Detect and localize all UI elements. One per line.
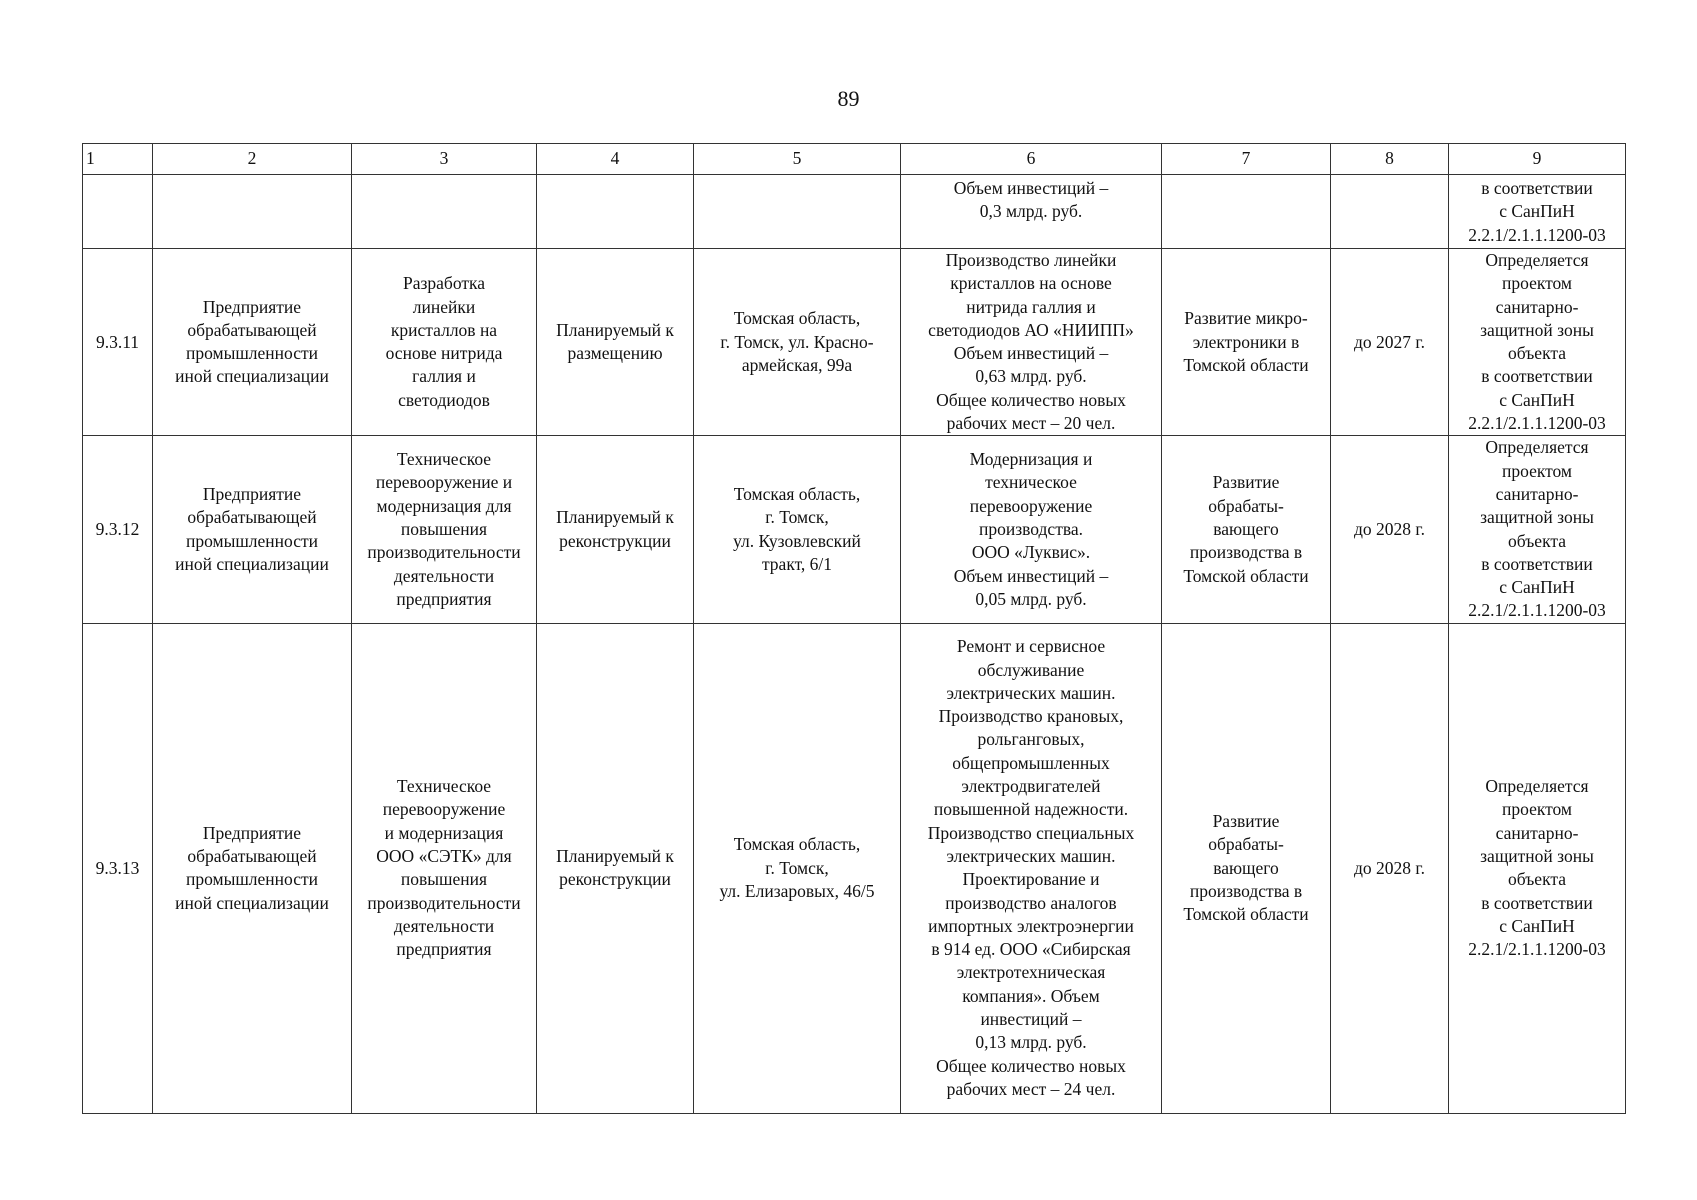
cell-object-type <box>153 175 352 249</box>
table-header-row <box>83 144 1626 175</box>
column-header-2: 2 <box>153 144 352 175</box>
cell-purpose: Развитие микро- электроники в Томской области <box>1162 249 1331 436</box>
column-header-8: 8 <box>1331 144 1449 175</box>
cell-status: Планируемый к реконструкции <box>537 436 694 623</box>
cell-deadline: до 2027 г. <box>1331 249 1449 436</box>
cell-object-type: Предприятие обрабатывающей промышленности иной специализации <box>153 623 352 1113</box>
column-header-9: 9 <box>1449 144 1626 175</box>
table-row-9-3-13 <box>83 623 1626 1113</box>
cell-object-type: Предприятие обрабатывающей промышленности иной специализации <box>153 249 352 436</box>
cell-location: Томская область, г. Томск, ул. Елизаровых, 46/5 <box>694 623 901 1113</box>
cell-location: Томская область, г. Томск, ул. Красно- армейская, 99а <box>694 249 901 436</box>
cell-protection-zone: Определяется проектом санитарно- защитной зоны объекта в соответствии с СанПиН 2.2.1/2.1.1.1200-03 <box>1449 249 1626 436</box>
table-row-9-3-12 <box>83 436 1626 623</box>
cell-number: 9.3.13 <box>83 623 153 1113</box>
column-header-1: 1 <box>83 144 153 175</box>
cell-project-name: Разработка линейки кристаллов на основе нитрида галлия и светодиодов <box>352 249 537 436</box>
cell-status: Планируемый к размещению <box>537 249 694 436</box>
table-row-9-3-11 <box>83 249 1626 436</box>
cell-object-type: Предприятие обрабатывающей промышленности иной специализации <box>153 436 352 623</box>
cell-status: Планируемый к реконструкции <box>537 623 694 1113</box>
cell-project-name: Техническое перевооружение и модернизация ООО «СЭТК» для повышения производительности деятельности предприятия <box>352 623 537 1113</box>
page-number: 89 <box>837 86 860 111</box>
cell-characteristics: Производство линейки кристаллов на основе нитрида галлия и светодиодов АО «НИИПП» Объем инвестиций – 0,63 млрд. руб. Общее количество новых рабочих мест – 20 чел. <box>901 249 1162 436</box>
cell-location <box>694 175 901 249</box>
column-header-6: 6 <box>901 144 1162 175</box>
table-row-continuation <box>83 175 1626 249</box>
cell-protection-zone: Определяется проектом санитарно- защитной зоны объекта в соответствии с СанПиН 2.2.1/2.1.1.1200-03 <box>1449 623 1626 1113</box>
cell-number: 9.3.12 <box>83 436 153 623</box>
cell-purpose: Развитие обрабаты- вающего производства в Томской области <box>1162 436 1331 623</box>
column-header-3: 3 <box>352 144 537 175</box>
cell-characteristics: Объем инвестиций – 0,3 млрд. руб. <box>901 175 1162 249</box>
cell-purpose <box>1162 175 1331 249</box>
cell-number: 9.3.11 <box>83 249 153 436</box>
cell-deadline: до 2028 г. <box>1331 623 1449 1113</box>
cell-project-name <box>352 175 537 249</box>
column-header-4: 4 <box>537 144 694 175</box>
cell-protection-zone: Определяется проектом санитарно- защитной зоны объекта в соответствии с СанПиН 2.2.1/2.1.1.1200-03 <box>1449 436 1626 623</box>
cell-protection-zone: в соответствии с СанПиН 2.2.1/2.1.1.1200-03 <box>1449 175 1626 249</box>
cell-status <box>537 175 694 249</box>
cell-deadline: до 2028 г. <box>1331 436 1449 623</box>
cell-project-name: Техническое перевооружение и модернизация для повышения производительности деятельности предприятия <box>352 436 537 623</box>
cell-characteristics: Модернизация и техническое перевооружение производства. ООО «Луквис». Объем инвестиций – 0,05 млрд. руб. <box>901 436 1162 623</box>
column-header-5: 5 <box>694 144 901 175</box>
cell-characteristics: Ремонт и сервисное обслуживание электрических машин. Производство крановых, рольганговых, общепромышленных электродвигателей повышенной надежности. Производство специальных электрических машин. Проектирование и производство аналогов импортных электроэнергии в 914 ед. ООО «Сибирская электротехническая компания». Объем инвестиций – 0,13 млрд. руб. Общее количество новых рабочих мест – 24 чел. <box>901 623 1162 1113</box>
investment-projects-table <box>82 143 1626 1114</box>
cell-purpose: Развитие обрабаты- вающего производства в Томской области <box>1162 623 1331 1113</box>
cell-deadline <box>1331 175 1449 249</box>
column-header-7: 7 <box>1162 144 1331 175</box>
cell-location: Томская область, г. Томск, ул. Кузовлевский тракт, 6/1 <box>694 436 901 623</box>
cell-number <box>83 175 153 249</box>
